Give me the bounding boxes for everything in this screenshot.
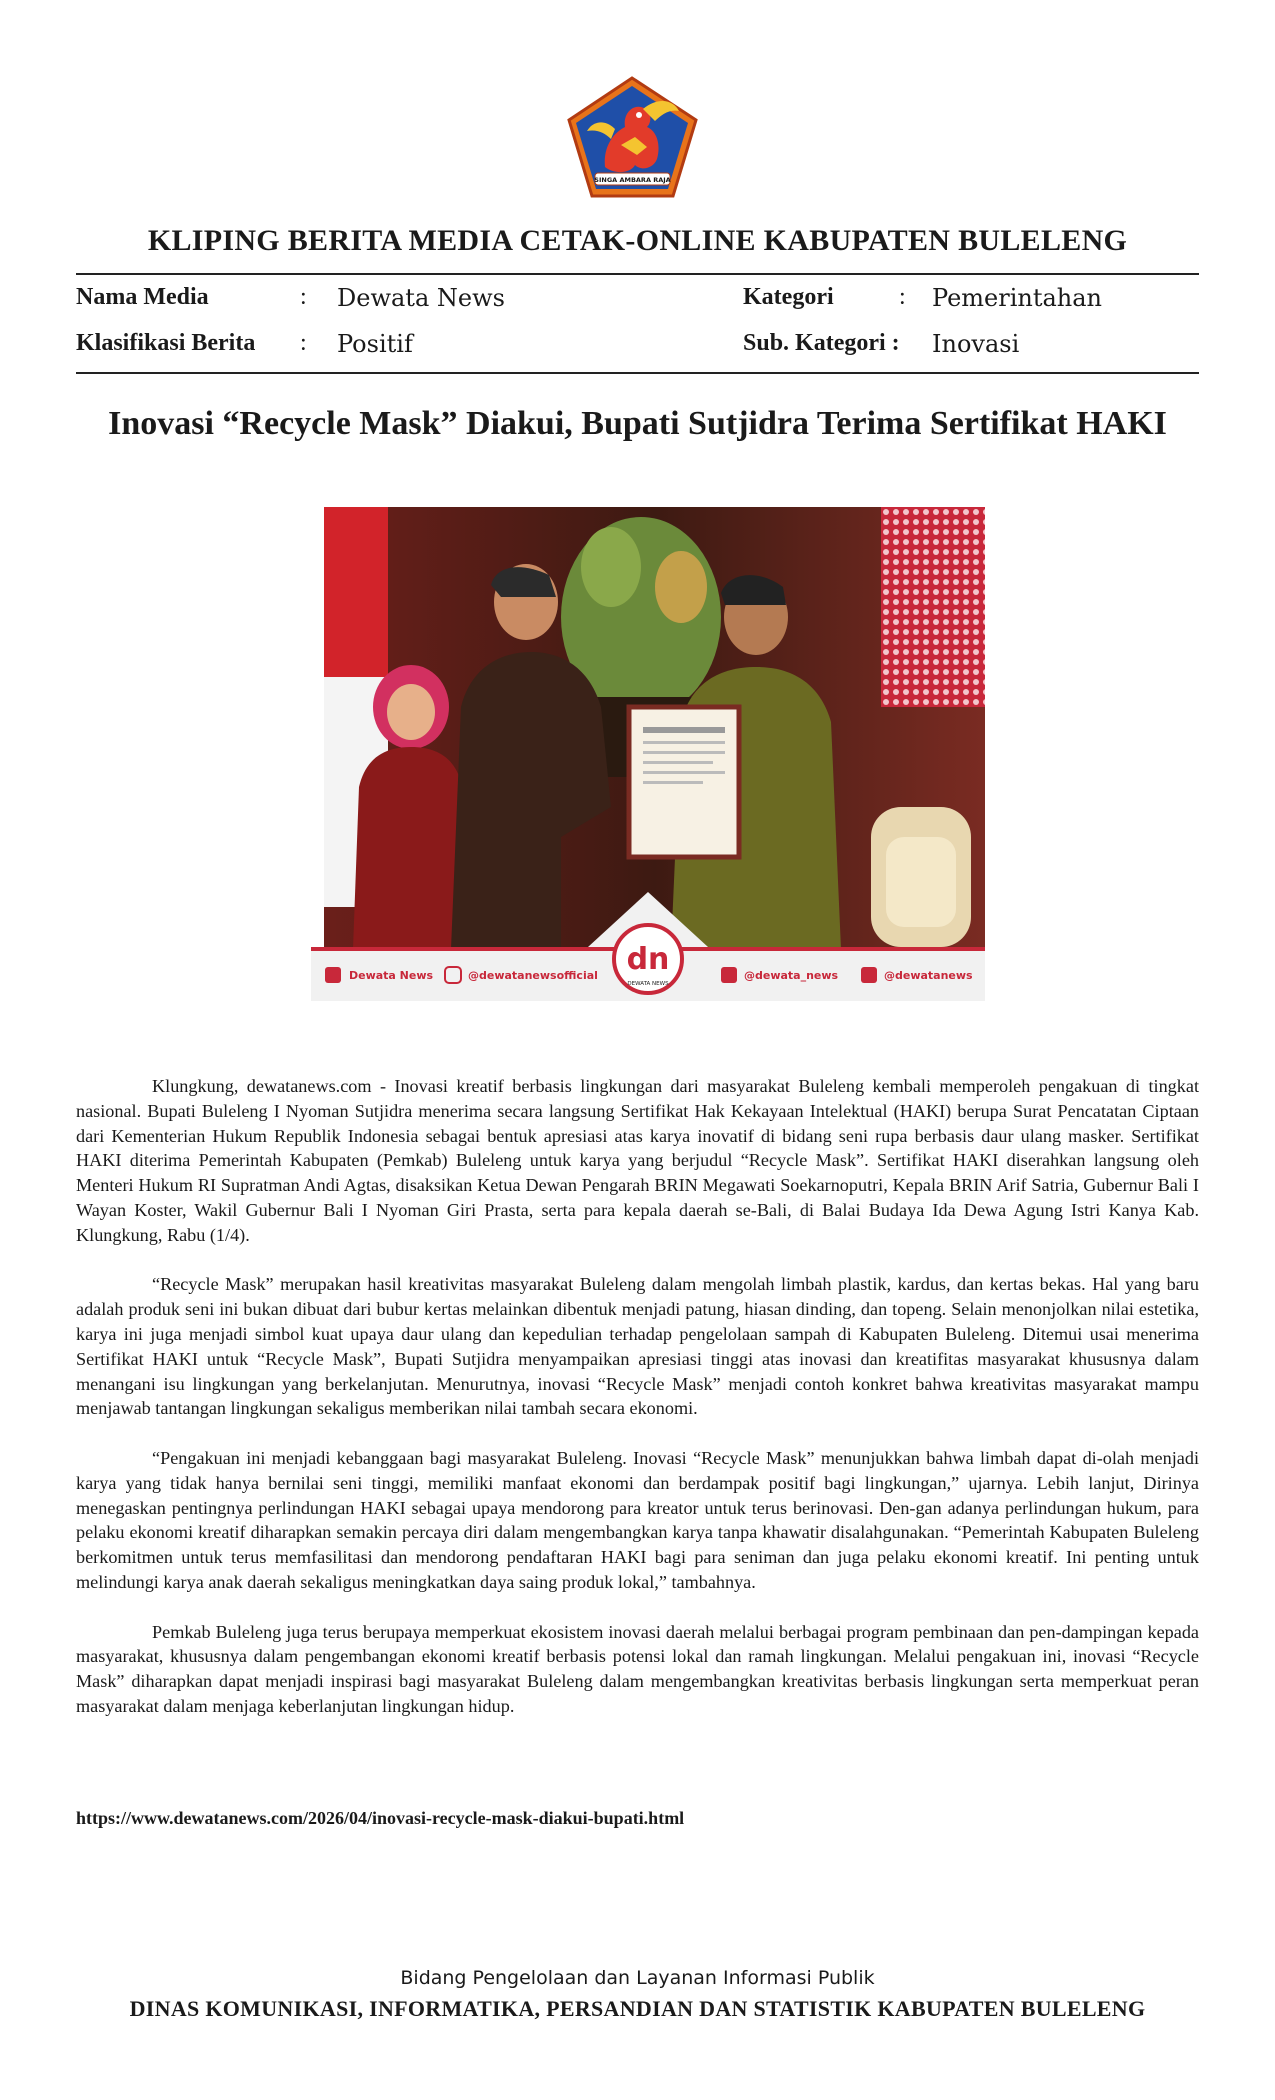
footer-bidang: Bidang Pengelolaan dan Layanan Informasi Publik <box>400 1967 875 1989</box>
article-paragraph: “Pengakuan ini menjadi kebanggaan bagi masyarakat Buleleng. Inovasi “Recycle Mask” menunjukkan bahwa limbah dapat di-olah menjadi karya yang tidak hanya bernilai seni tinggi, memiliki manfaat ekonomi dan berdampak positif bagi lingkungan,” ujarnya. Lebih lanjut, Dirinya menegaskan pentingnya perlindungan HAKI sebagai upaya mendorong para kreator untuk terus berinovasi. Den-gan adanya perlindungan hukum, para pelaku ekonomi kreatif diharapkan semakin percaya diri dalam mengembangkan karya tanpa khawatir disalahgunakan. “Pemerintah Kabupaten Buleleng berkomitmen untuk terus memfasilitasi dan mendorong pendaftaran HAKI bagi para seniman dan juga pelaku ekonomi kreatif. Ini penting untuk melindungi karya anak daerah sekaligus meningkatkan daya saing produk lokal,” tambahnya. <box>76 1447 1199 1592</box>
sub-kategori-value: Inovasi <box>932 330 1020 358</box>
divider-bottom <box>76 372 1199 374</box>
dewata-news-logo-letters: dn <box>626 942 670 977</box>
kategori-colon: : <box>899 284 906 310</box>
divider-top <box>76 273 1199 275</box>
article-paragraph: Pemkab Buleleng juga terus berupaya memperkuat ekosistem inovasi daerah melalui berbagai program pembinaan dan pen-dampingan kepada masyarakat, khususnya dalam pengembangan ekonomi kreatif berbasis potensi lokal dan ramah lingkungan. Melalui pengakuan ini, inovasi “Recycle Mask” diharapkan dapat menjadi inspirasi bagi masyarakat Buleleng dalam mengembangkan kreativitas berbasis lingkungan serta memperkuat peran masyarakat dalam menjaga keberlanjutan lingkungan hidup. <box>76 1621 1199 1716</box>
headline: Inovasi “Recycle Mask” Diakui, Bupati Sutjidra Terima Sertifikat HAKI <box>108 405 1167 442</box>
nama-media-colon: : <box>300 284 307 310</box>
klasifikasi-value: Positif <box>337 330 413 358</box>
klasifikasi-colon: : <box>300 330 307 356</box>
kategori-label: Kategori <box>743 284 834 310</box>
article-paragraph: “Recycle Mask” merupakan hasil kreativitas masyarakat Buleleng dalam mengolah limbah plastik, kardus, dan kertas bekas. Hal yang baru adalah produk seni ini bukan dibuat dari bubur kertas melainkan dibentuk menjadi patung, hiasan dinding, dan topeng. Selain menonjolkan nilai estetika, karya ini juga menjadi simbol kuat upaya daur ulang dan kepedulian terhadap pengelolaan sampah di Kabupaten Buleleng. Ditemui usai menerima Sertifikat HAKI untuk “Recycle Mask”, Bupati Sutjidra menyampaikan apresiasi tinggi atas inovasi dan kreatifitas masyarakat khususnya dalam menangani isu lingkungan yang berkelanjutan. Menurutnya, inovasi “Recycle Mask” menjadi contoh konkret bahwa kreativitas masyarakat mampu menjawab tantangan lingkungan sekaligus memberikan nilai tambah secara ekonomi. <box>76 1274 1199 1419</box>
facebook-icon <box>325 967 341 983</box>
nama-media-label: Nama Media <box>76 284 209 310</box>
tiktok-icon <box>861 967 877 983</box>
social-tiktok-label: @dewatanews <box>884 969 973 982</box>
article-paragraph: Klungkung, dewatanews.com - Inovasi kreatif berbasis lingkungan dari masyarakat Buleleng kembali memperoleh pengakuan di tingkat nasional. Bupati Buleleng I Nyoman Sutjidra menerima secara langsung Sertifikat Hak Kekayaan Intelektual (HAKI) berupa Surat Pencatatan Ciptaan dari Kementerian Hukum Republik Indonesia sebagai bentuk apresiasi atas karya inovatif di bidang seni rupa berbasis daur ulang masker. Sertifikat HAKI diterima Pemerintah Kabupaten (Pemkab) Buleleng untuk karya yang berjudul “Recycle Mask”. Sertifikat HAKI diserahkan langsung oleh Menteri Hukum RI Supratman Andi Agtas, disaksikan Ketua Dewan Pengarah BRIN Megawati Soekarnoputri, Kepala BRIN Arif Satria, Gubernur Bali I Wayan Koster, Wakil Gubernur Bali I Nyoman Giri Prasta, serta para kepala daerah se-Bali, di Balai Budaya Ida Dewa Agung Istri Kanya Kab. Klungkung, Rabu (1/4). <box>76 1076 1199 1245</box>
kategori-value: Pemerintahan <box>932 284 1103 312</box>
social-twitter-label: @dewata_news <box>744 969 839 982</box>
sub-kategori-label: Sub. Kategori : <box>743 330 900 356</box>
emblem-motto-text: SINGA AMBARA RAJA <box>594 176 671 184</box>
source-url-link[interactable]: https://www.dewatanews.com/2026/04/inovasi-recycle-mask-diakui-bupati.html <box>76 1808 685 1828</box>
dewata-news-logo-caption: DEWATA NEWS <box>627 981 669 987</box>
social-facebook-label: Dewata News <box>349 969 434 982</box>
twitter-icon <box>721 967 737 983</box>
klasifikasi-label: Klasifikasi Berita <box>76 330 256 356</box>
footer-dinas: DINAS KOMUNIKASI, INFORMATIKA, PERSANDIAN DAN STATISTIK KABUPATEN BULELENG <box>129 1996 1146 2021</box>
news-photo <box>311 507 985 1001</box>
buleleng-emblem-icon <box>565 75 700 200</box>
article-body <box>76 1074 1199 1744</box>
nama-media-value: Dewata News <box>337 284 505 312</box>
social-instagram-label: @dewatanewsofficial <box>468 969 598 982</box>
document-title: KLIPING BERITA MEDIA CETAK-ONLINE KABUPATEN BULELENG <box>147 224 1128 257</box>
